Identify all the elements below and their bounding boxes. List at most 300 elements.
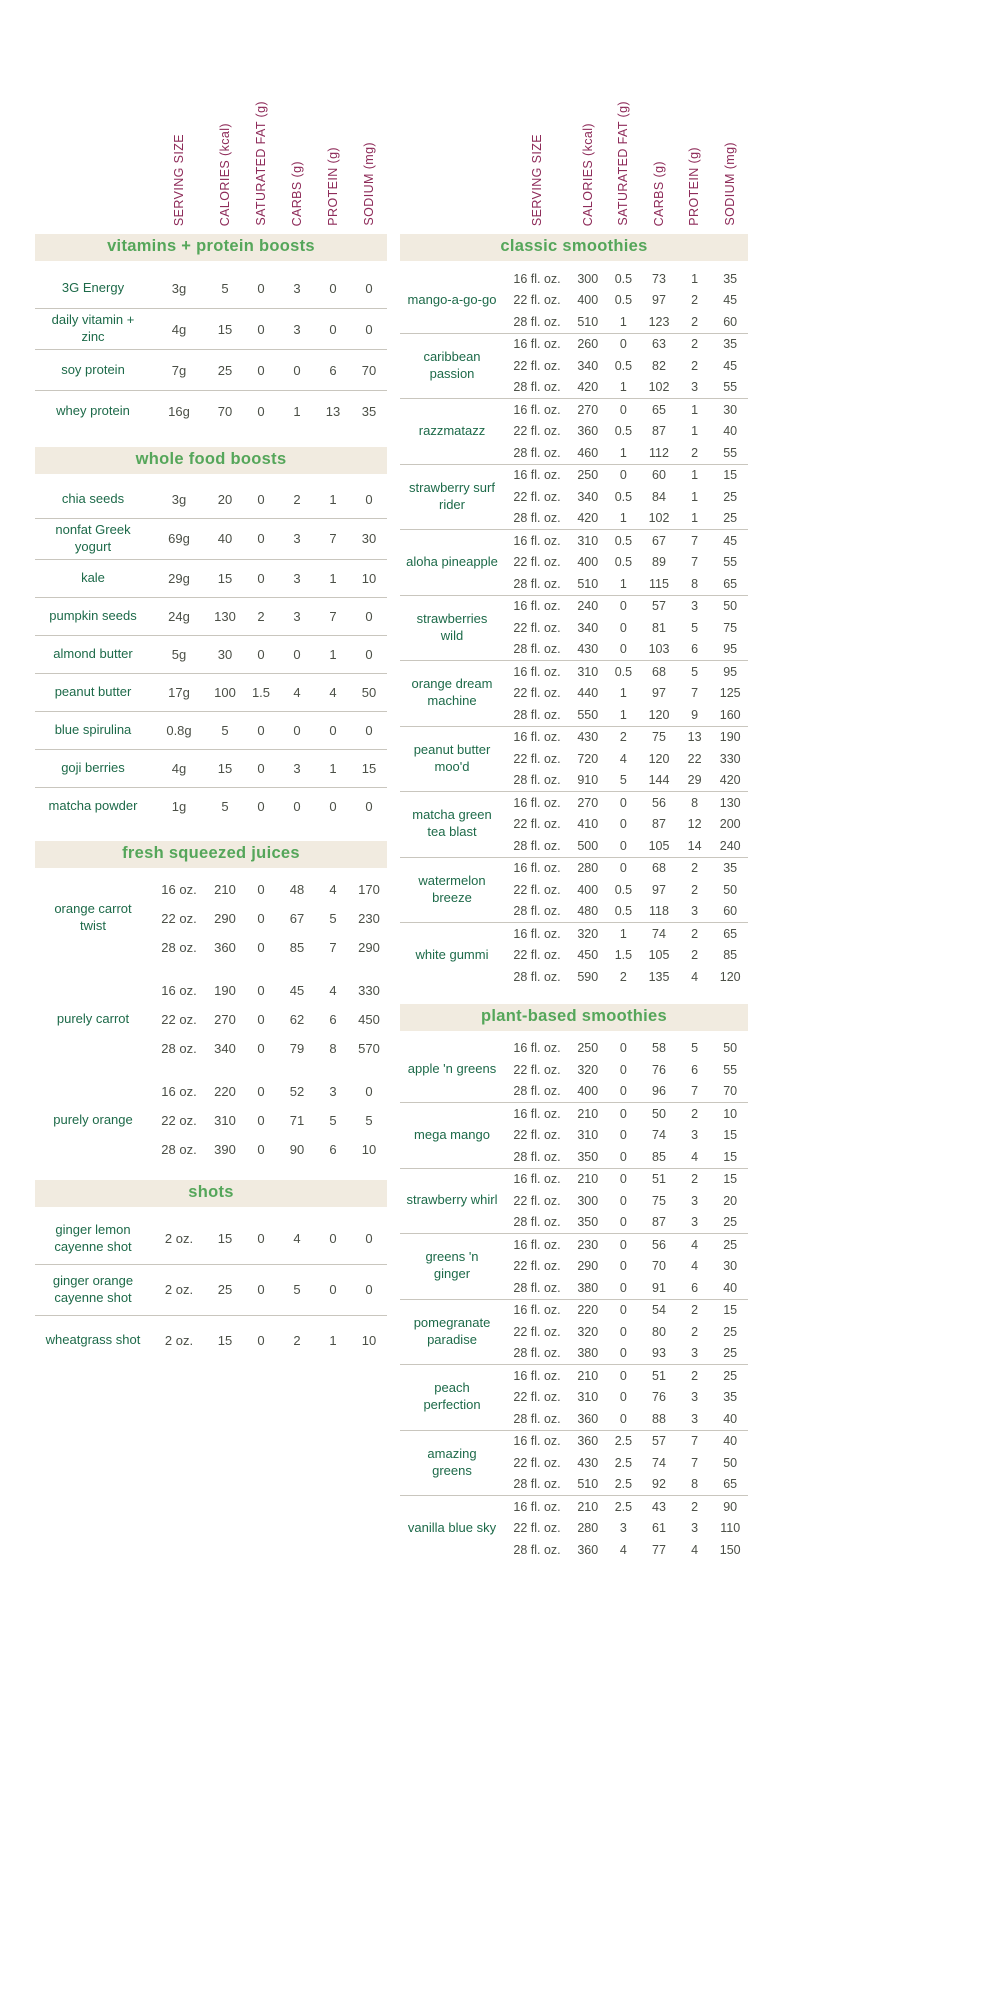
serving-size-cell: 28 fl. oz.: [513, 1346, 561, 1361]
item-rows: [151, 1316, 387, 1366]
value-cell: 84: [652, 489, 666, 504]
value-cell: 2: [691, 1324, 699, 1339]
section-header-whole-food-boosts: [35, 447, 387, 474]
value-cell: 70: [217, 403, 233, 419]
value-cell: 340: [577, 358, 599, 373]
serving-size-cell: 16 fl. oz.: [513, 337, 561, 352]
value-cell: 67: [289, 910, 305, 926]
item-rows: [151, 309, 387, 349]
value-cell: 40: [723, 1434, 738, 1449]
nutrition-row: [504, 945, 748, 967]
value-cell: 8: [329, 1040, 337, 1056]
item-label: blue spirulina: [54, 721, 132, 737]
item-rows: [151, 268, 387, 308]
value-cell: 2: [691, 948, 699, 963]
nutrition-row: [504, 377, 748, 399]
item-label: purely carrot: [56, 1010, 130, 1026]
section-header-classic-smoothies: [400, 234, 748, 261]
value-cell: 120: [648, 707, 670, 722]
value-cell: 68: [652, 861, 666, 876]
value-cell: 7: [691, 1434, 699, 1449]
nutrition-row: [504, 1103, 748, 1125]
value-cell: 2: [691, 1368, 699, 1383]
value-cell: 1: [619, 380, 627, 395]
menu-item-orange-dream-machine: [400, 661, 748, 727]
value-cell: 4: [619, 751, 627, 766]
value-cell: 0.5: [614, 271, 633, 286]
value-cell: 0: [257, 570, 265, 586]
value-cell: 55: [723, 445, 738, 460]
value-cell: 0: [365, 280, 373, 296]
value-cell: 102: [648, 511, 670, 526]
value-cell: 7: [691, 533, 699, 548]
value-cell: 25: [217, 1282, 233, 1298]
serving-size-cell: 0.8g: [166, 722, 192, 738]
item-label: whey protein: [56, 402, 130, 418]
value-cell: 420: [577, 511, 599, 526]
serving-size-cell: 16 fl. oz.: [513, 795, 561, 810]
serving-size-cell: 28 fl. oz.: [513, 904, 561, 919]
serving-size-cell: 1g: [171, 798, 187, 814]
menu-item-pumpkin-seeds: [35, 598, 387, 636]
value-cell: 570: [358, 1040, 380, 1056]
value-cell: 0: [257, 939, 265, 955]
item-rows: [151, 750, 387, 787]
column-header-serving-size: [504, 134, 570, 226]
value-cell: 95: [723, 664, 738, 679]
menu-item-strawberries-wild: [400, 596, 748, 662]
value-cell: 96: [652, 1084, 666, 1099]
value-cell: 9: [691, 707, 699, 722]
value-cell: 260: [577, 337, 599, 352]
nutrition-row: [504, 1038, 748, 1060]
nutrition-row: [504, 1452, 748, 1474]
menu-item-white-gummi: [400, 923, 748, 988]
value-cell: 400: [577, 1084, 599, 1099]
nutrition-row: [504, 1343, 748, 1365]
column-header-label: SODIUM (mg): [722, 142, 737, 226]
serving-size-cell: 28 fl. oz.: [513, 1542, 561, 1557]
nutrition-row: [151, 750, 387, 787]
nutrition-row: [151, 309, 387, 349]
value-cell: 410: [577, 817, 599, 832]
nutrition-row: [504, 1234, 748, 1256]
value-cell: 210: [577, 1172, 599, 1187]
item-label: pumpkin seeds: [49, 607, 137, 623]
value-cell: 0: [257, 798, 265, 814]
value-cell: 0: [365, 798, 373, 814]
value-cell: 0: [619, 642, 627, 657]
value-cell: 71: [289, 1112, 305, 1128]
value-cell: 8: [691, 795, 699, 810]
value-cell: 400: [577, 555, 599, 570]
value-cell: 100: [214, 684, 236, 700]
value-cell: 1: [619, 686, 627, 701]
value-cell: 22: [687, 751, 702, 766]
serving-size-cell: 24g: [168, 608, 190, 624]
value-cell: 1: [691, 271, 699, 286]
section-vitamins-protein-boosts: [35, 268, 387, 431]
value-cell: 4: [329, 684, 337, 700]
value-cell: 1: [329, 760, 337, 776]
nutrition-row: [504, 1190, 748, 1212]
menu-item-goji-berries: [35, 750, 387, 788]
item-rows: [504, 792, 748, 857]
menu-item-matcha-green-tea-blast: [400, 792, 748, 858]
value-cell: 14: [687, 838, 702, 853]
value-cell: 4: [293, 684, 301, 700]
item-label: peanut butter: [54, 683, 132, 699]
value-cell: 0.5: [614, 882, 633, 897]
value-cell: 0: [619, 1346, 627, 1361]
value-cell: 130: [719, 795, 741, 810]
nutrition-row: [504, 1146, 748, 1168]
item-label: matcha green tea blast: [412, 807, 492, 840]
value-cell: 0.5: [614, 904, 633, 919]
nutrition-row: [504, 465, 748, 487]
item-rows: [504, 334, 748, 399]
value-cell: 430: [577, 642, 599, 657]
value-cell: 0: [365, 1282, 373, 1298]
value-cell: 58: [652, 1041, 666, 1056]
serving-size-cell: 28 fl. oz.: [513, 1477, 561, 1492]
column-header-sodium-mg: [351, 142, 387, 226]
value-cell: 270: [577, 795, 599, 810]
nutrition-row: [151, 1005, 387, 1034]
item-rows: [504, 858, 748, 923]
value-cell: 310: [577, 533, 599, 548]
value-cell: 5: [365, 1112, 373, 1128]
item-rows: [504, 1365, 748, 1430]
value-cell: 360: [577, 1542, 599, 1557]
value-cell: 45: [289, 982, 305, 998]
value-cell: 103: [648, 642, 670, 657]
menu-item-soy-protein: [35, 350, 387, 391]
value-cell: 20: [723, 1193, 738, 1208]
value-cell: 60: [723, 314, 738, 329]
value-cell: 1: [619, 576, 627, 591]
value-cell: 30: [723, 402, 738, 417]
nutrition-row: [151, 933, 387, 962]
serving-size-cell: 28 fl. oz.: [513, 1280, 561, 1295]
item-rows: [151, 636, 387, 673]
value-cell: 6: [329, 362, 337, 378]
item-rows: [504, 530, 748, 595]
nutrition-row: [151, 1034, 387, 1063]
value-cell: 68: [652, 664, 666, 679]
value-cell: 0: [619, 599, 627, 614]
item-label: nonfat Greek yogurt: [55, 522, 131, 554]
value-cell: 92: [652, 1477, 666, 1492]
item-rows: [151, 875, 387, 962]
item-rows: [151, 976, 387, 1063]
value-cell: 25: [723, 1237, 738, 1252]
menu-item-mango-a-go-go: [400, 268, 748, 334]
value-cell: 2: [293, 1333, 301, 1349]
value-cell: 15: [217, 1333, 233, 1349]
value-cell: 52: [289, 1083, 305, 1099]
item-label: caribbean passion: [423, 348, 481, 381]
value-cell: 250: [577, 1041, 599, 1056]
value-cell: 0: [257, 362, 265, 378]
value-cell: 0: [619, 1106, 627, 1121]
section-title: shots: [188, 1182, 234, 1201]
nutrition-row: [504, 966, 748, 988]
value-cell: 3: [691, 1346, 699, 1361]
value-cell: 81: [652, 620, 666, 635]
value-cell: 5: [329, 1112, 337, 1128]
serving-size-cell: 28 fl. oz.: [513, 380, 561, 395]
value-cell: 1: [329, 1333, 337, 1349]
item-label: apple 'n greens: [407, 1061, 497, 1077]
value-cell: 50: [723, 882, 738, 897]
value-cell: 5: [221, 798, 229, 814]
value-cell: 290: [577, 1259, 599, 1274]
value-cell: 2: [691, 882, 699, 897]
item-label: ginger orange cayenne shot: [52, 1272, 134, 1305]
value-cell: 50: [723, 1455, 738, 1470]
value-cell: 2: [691, 926, 699, 941]
value-cell: 5: [221, 280, 229, 296]
menu-item-chia-seeds: [35, 481, 387, 519]
value-cell: 102: [648, 380, 670, 395]
item-label: daily vitamin + zinc: [51, 312, 135, 344]
nutrition-row: [504, 1300, 748, 1322]
value-cell: 0: [329, 280, 337, 296]
section-title: vitamins + protein boosts: [107, 237, 315, 255]
value-cell: 25: [723, 1215, 738, 1230]
section-title: whole food boosts: [135, 450, 287, 468]
serving-size-cell: 16 fl. oz.: [513, 664, 561, 679]
value-cell: 80: [652, 1324, 666, 1339]
item-label: greens 'n ginger: [425, 1249, 479, 1282]
value-cell: 250: [577, 468, 599, 483]
value-cell: 2: [691, 1303, 699, 1318]
value-cell: 0: [619, 337, 627, 352]
value-cell: 320: [577, 1324, 599, 1339]
value-cell: 13: [325, 403, 341, 419]
menu-item-watermelon-breeze: [400, 858, 748, 924]
nutrition-row: [151, 560, 387, 597]
value-cell: 0: [329, 1231, 337, 1247]
value-cell: 7: [691, 1455, 699, 1470]
serving-size-cell: 28 fl. oz.: [513, 642, 561, 657]
value-cell: 65: [723, 576, 738, 591]
menu-item-almond-butter: [35, 636, 387, 674]
value-cell: 0: [257, 646, 265, 662]
value-cell: 0: [257, 1083, 265, 1099]
column-header-saturated-fat-g: [243, 101, 279, 226]
value-cell: 3: [293, 570, 301, 586]
value-cell: 63: [652, 337, 666, 352]
serving-size-cell: 16 fl. oz.: [513, 1106, 561, 1121]
value-cell: 270: [214, 1011, 236, 1027]
value-cell: 0: [257, 1112, 265, 1128]
value-cell: 0: [619, 1237, 627, 1252]
value-cell: 0: [257, 403, 265, 419]
value-cell: 210: [577, 1499, 599, 1514]
serving-size-cell: 28 fl. oz.: [513, 1411, 561, 1426]
value-cell: 74: [652, 1455, 666, 1470]
section-classic-smoothies: [400, 268, 748, 988]
nutrition-row: [504, 770, 748, 792]
menu-item-greens-n-ginger: [400, 1234, 748, 1300]
serving-size-cell: 3g: [171, 280, 187, 296]
value-cell: 3: [691, 1215, 699, 1230]
value-cell: 190: [214, 982, 236, 998]
value-cell: 0: [365, 646, 373, 662]
value-cell: 0: [365, 722, 373, 738]
value-cell: 0: [619, 1303, 627, 1318]
value-cell: 7: [691, 555, 699, 570]
serving-size-cell: 28 fl. oz.: [513, 969, 561, 984]
item-rows: [151, 350, 387, 390]
nutrition-row: [504, 421, 748, 443]
item-rows: [151, 520, 387, 557]
value-cell: 55: [723, 1062, 738, 1077]
nutrition-row: [151, 268, 387, 308]
column-header-sodium-mg: [712, 142, 748, 226]
item-label: strawberries wild: [416, 610, 488, 643]
value-cell: 160: [719, 707, 741, 722]
value-cell: 25: [723, 1324, 738, 1339]
value-cell: 48: [289, 881, 305, 897]
value-cell: 0: [257, 1231, 265, 1247]
value-cell: 0: [257, 492, 265, 507]
serving-size-cell: 22 fl. oz.: [513, 620, 561, 635]
serving-size-cell: 16 fl. oz.: [513, 1434, 561, 1449]
column-header-label: CALORIES (kcal): [217, 122, 232, 226]
value-cell: 0: [619, 1128, 627, 1143]
value-cell: 0: [619, 1172, 627, 1187]
value-cell: 30: [361, 531, 377, 547]
value-cell: 93: [652, 1346, 666, 1361]
value-cell: 3: [691, 1193, 699, 1208]
value-cell: 0: [293, 362, 301, 378]
menu-item-ginger-lemon-cayenne-shot: [35, 1214, 387, 1265]
serving-size-cell: 7g: [171, 362, 187, 378]
value-cell: 4: [329, 982, 337, 998]
menu-item-strawberry-surf-rider: [400, 465, 748, 531]
nutrition-row: [504, 290, 748, 312]
value-cell: 40: [217, 531, 233, 547]
nutrition-row: [151, 1265, 387, 1315]
value-cell: 220: [577, 1303, 599, 1318]
nutrition-row: [504, 508, 748, 530]
serving-size-cell: 2 oz.: [164, 1231, 194, 1247]
serving-size-cell: 22 fl. oz.: [513, 751, 561, 766]
value-cell: 290: [214, 910, 236, 926]
value-cell: 6: [691, 1280, 699, 1295]
value-cell: 3: [293, 321, 301, 337]
nutrition-row: [504, 661, 748, 683]
value-cell: 115: [649, 576, 669, 591]
value-cell: 4: [293, 1231, 301, 1247]
value-cell: 144: [648, 773, 670, 788]
value-cell: 15: [723, 1303, 738, 1318]
value-cell: 1: [691, 489, 699, 504]
item-rows: [504, 923, 748, 988]
value-cell: 3: [691, 1390, 699, 1405]
serving-size-cell: 28 oz.: [161, 1040, 197, 1056]
column-header-protein-g: [315, 147, 351, 226]
value-cell: 87: [652, 424, 666, 439]
value-cell: 15: [723, 1172, 738, 1187]
value-cell: 15: [723, 1128, 738, 1143]
item-label: vanilla blue sky: [407, 1519, 497, 1535]
menu-item-peach-perfection: [400, 1365, 748, 1431]
value-cell: 0: [257, 881, 265, 897]
value-cell: 310: [577, 1128, 599, 1143]
nutrition-row: [504, 1474, 748, 1496]
value-cell: 0: [365, 1231, 373, 1247]
item-rows: [504, 1103, 748, 1168]
item-label: matcha powder: [48, 797, 138, 813]
section-title: plant-based smoothies: [481, 1006, 667, 1025]
value-cell: 0: [257, 760, 265, 776]
value-cell: 0: [329, 1282, 337, 1298]
value-cell: 85: [289, 939, 305, 955]
menu-item-whey-protein: [35, 391, 387, 431]
value-cell: 0: [257, 1333, 265, 1349]
item-label: mega mango: [414, 1126, 490, 1142]
value-cell: 500: [577, 838, 599, 853]
value-cell: 2: [619, 969, 627, 984]
value-cell: 7: [329, 939, 337, 955]
serving-size-cell: 4g: [171, 321, 187, 337]
value-cell: 125: [719, 686, 741, 701]
value-cell: 0: [619, 1062, 627, 1077]
value-cell: 0: [619, 1390, 627, 1405]
item-rows: [504, 727, 748, 792]
value-cell: 0: [619, 1193, 627, 1208]
nutrition-row: [151, 598, 387, 635]
value-cell: 3: [293, 608, 301, 624]
serving-size-cell: 16 oz.: [161, 881, 197, 897]
item-label: orange carrot twist: [54, 901, 132, 934]
value-cell: 55: [723, 380, 738, 395]
value-cell: 0: [619, 838, 627, 853]
value-cell: 118: [649, 904, 669, 919]
value-cell: 1: [619, 707, 627, 722]
nutrition-row: [504, 1431, 748, 1453]
column-headers: [35, 52, 387, 226]
nutrition-row: [504, 1496, 748, 1518]
serving-size-cell: 29g: [168, 570, 190, 586]
nutrition-row: [504, 1256, 748, 1278]
value-cell: 5: [691, 1041, 699, 1056]
value-cell: 310: [577, 664, 599, 679]
nutrition-row: [504, 355, 748, 377]
value-cell: 0: [329, 321, 337, 337]
value-cell: 230: [577, 1237, 599, 1252]
nutrition-table-left: [35, 52, 387, 1382]
nutrition-row: [504, 268, 748, 290]
nutrition-row: [151, 1214, 387, 1264]
value-cell: 2.5: [614, 1499, 633, 1514]
serving-size-cell: 22 fl. oz.: [513, 948, 561, 963]
column-header-carbs-g: [279, 161, 315, 226]
value-cell: 400: [577, 882, 599, 897]
menu-item-daily-vitamin-zinc: [35, 309, 387, 350]
serving-size-cell: 16 fl. oz.: [513, 1303, 561, 1318]
serving-size-cell: 16 fl. oz.: [513, 861, 561, 876]
value-cell: 40: [723, 1411, 738, 1426]
value-cell: 0: [619, 861, 627, 876]
item-rows: [504, 1300, 748, 1365]
value-cell: 4: [691, 1259, 699, 1274]
item-label: orange dream machine: [411, 676, 493, 709]
